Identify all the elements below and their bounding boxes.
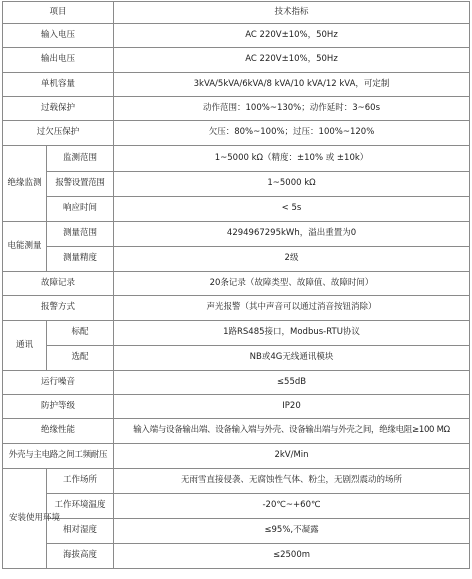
row-value: 欠压：80%~100%；过压：100%~120% [114, 121, 470, 146]
row-value: < 5s [114, 197, 470, 222]
table-row [3, 97, 470, 121]
row-value: 动作范围：100%~130%；动作延时：3~60s [114, 97, 470, 121]
row-value: ≤2500m [114, 544, 470, 569]
row-label: 外壳与主电路之间工频耐压 [3, 444, 114, 469]
row-value: 4294967295kWh，溢出重置为0 [114, 222, 470, 247]
row-label: 输出电压 [3, 48, 114, 73]
row-value: 2kV/Min [114, 444, 470, 469]
row-label: 故障记录 [3, 272, 114, 296]
sub-label: 测量范围 [47, 222, 114, 247]
row-value: ≤55dB [114, 371, 470, 395]
sub-label: 标配 [47, 321, 114, 346]
table-row [3, 172, 470, 197]
table-row [3, 121, 470, 146]
table-row [3, 346, 470, 371]
row-label: 过欠压保护 [3, 121, 114, 146]
row-value: 3kVA/5kVA/6kVA/8 kVA/10 kVA/12 kVA，可定制 [114, 73, 470, 97]
row-label: 防护等级 [3, 395, 114, 419]
row-label: 过载保护 [3, 97, 114, 121]
row-label: 运行噪音 [3, 371, 114, 395]
row-value: 1~5000 kΩ（精度：±10% 或 ±10k） [114, 146, 470, 172]
row-value: AC 220V±10%，50Hz [114, 24, 470, 48]
table-row [3, 444, 470, 469]
row-value: NB或4G无线通讯模块 [114, 346, 470, 371]
row-value: IP20 [114, 395, 470, 419]
sub-label: 工作环境温度 [47, 494, 114, 519]
sub-label: 选配 [47, 346, 114, 371]
table-row [3, 296, 470, 321]
row-value: 1路RS485接口，Modbus-RTU协议 [114, 321, 470, 346]
table-row [3, 222, 470, 247]
row-value: 输入端与设备输出端、设备输入端与外壳、设备输出端与外壳之间，绝缘电阻≥100 MΩ [114, 419, 470, 444]
table-row [3, 73, 470, 97]
sub-label: 报警设置范围 [47, 172, 114, 197]
table-row [3, 146, 470, 172]
table-row [3, 24, 470, 48]
row-value: 声光报警（其中声音可以通过消音按钮消除） [114, 296, 470, 321]
table-row [3, 469, 470, 494]
table-row [3, 494, 470, 519]
category-label: 绝缘监测 [3, 146, 47, 222]
table-row [3, 321, 470, 346]
table-row [3, 247, 470, 272]
table-header-row [3, 2, 470, 24]
spec-table [2, 1, 470, 569]
row-label: 报警方式 [3, 296, 114, 321]
row-value: 无雨雪直接侵袭、无腐蚀性气体、粉尘，无剧烈震动的场所 [114, 469, 470, 494]
category-label: 通讯 [3, 321, 47, 371]
sub-label: 工作场所 [47, 469, 114, 494]
sub-label: 测量精度 [47, 247, 114, 272]
row-value: -20℃~+60℃ [114, 494, 470, 519]
category-label: 电能测量 [3, 222, 47, 272]
category-label: 安装使用环境 [3, 469, 47, 569]
table-row [3, 395, 470, 419]
row-label: 输入电压 [3, 24, 114, 48]
table-row [3, 419, 470, 444]
sub-label: 监测范围 [47, 146, 114, 172]
table-row [3, 544, 470, 569]
row-value: 2级 [114, 247, 470, 272]
sub-label: 相对湿度 [47, 519, 114, 544]
sub-label: 响应时间 [47, 197, 114, 222]
row-label: 绝缘性能 [3, 419, 114, 444]
row-label: 单机容量 [3, 73, 114, 97]
table-row [3, 272, 470, 296]
row-value: 20条记录（故障类型、故障值、故障时间） [114, 272, 470, 296]
row-value: ≤95%,不凝露 [114, 519, 470, 544]
header-spec: 技术指标 [114, 2, 470, 24]
sub-label: 海拔高度 [47, 544, 114, 569]
table-row [3, 519, 470, 544]
row-value: 1~5000 kΩ [114, 172, 470, 197]
header-item: 项目 [3, 2, 114, 24]
table-row [3, 371, 470, 395]
row-value: AC 220V±10%，50Hz [114, 48, 470, 73]
table-row [3, 197, 470, 222]
table-row [3, 48, 470, 73]
